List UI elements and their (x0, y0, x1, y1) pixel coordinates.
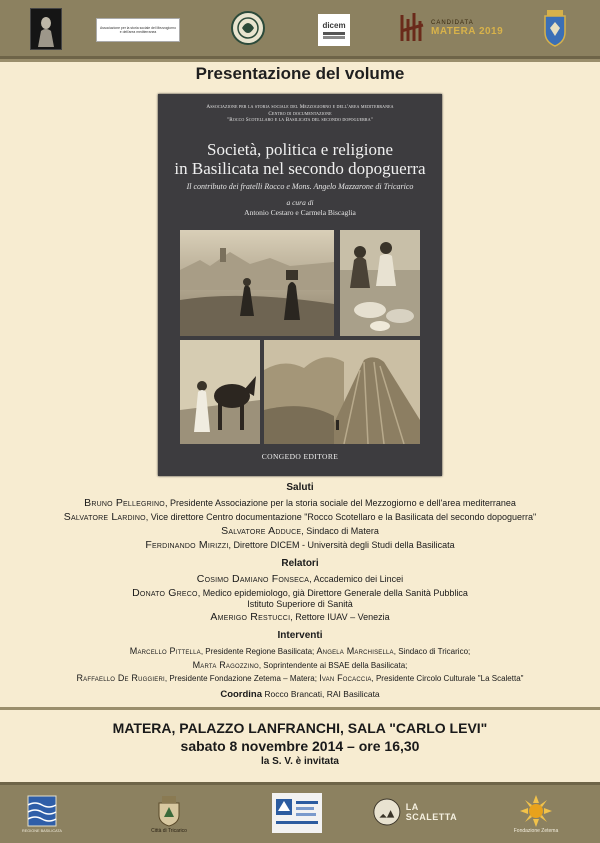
middle-divider (0, 707, 600, 710)
relatori-item: Donato Greco, Medico epidemiologo, già Direttore Generale della Sanità Pubblica (132, 587, 468, 599)
interventi-line: Marta Ragozzino, Soprintendente ai BSAE della Basilicata; (192, 660, 408, 670)
book-publisher: CONGEDO EDITORE (261, 452, 339, 461)
saluti-item: Salvatore Lardino, Vice direttore Centro documentazione "Rocco Scotellaro e la Basilicata del secondo dopoguerra" (63, 511, 537, 523)
coat-of-arms-logo (540, 8, 570, 48)
book-cover (158, 94, 442, 476)
interventi-line: Raffaello De Ruggieri, Presidente Fondazione Zetema – Matera; Ivan Focaccia, Presidente Circolo Culturale "La Scaletta" (76, 673, 524, 683)
interventi-title: Interventi (277, 630, 323, 641)
university-logo (272, 793, 322, 833)
fondazione-zetema-logo: Fondazione Zetema (508, 789, 564, 839)
dicem-logo: dicem (318, 14, 350, 46)
bottom-logo-bar (0, 782, 600, 843)
la-scaletta-logo: LA SCALETTA (372, 795, 468, 829)
top-logo-bar (0, 0, 600, 59)
relatori-item: Cosimo Damiano Fonseca, Accademico dei Lincei (196, 573, 404, 585)
saluti-item: Salvatore Adduce, Sindaco di Matera (221, 525, 379, 537)
matera-mark-icon (398, 11, 428, 45)
book-authors: Antonio Cestaro e Carmela Biscaglia (244, 208, 356, 217)
coordina-line: Coordina Rocco Brancati, RAI Basilicata (220, 689, 380, 700)
relatori-item: Istituto Superiore di Sanità (247, 599, 353, 609)
cover-photo-mule (180, 340, 260, 444)
circular-seal-logo (230, 10, 266, 46)
cover-photo-village (180, 230, 334, 336)
regione-basilicata-logo: REGIONE BASILICATA (22, 791, 62, 837)
book-curated-by: a cura di (286, 198, 314, 207)
invitation-text: la S. V. è invitata (260, 756, 339, 767)
venue: MATERA, PALAZZO LANFRANCHI, SALA "CARLO LEVI" (112, 720, 488, 736)
citta-di-tricarico-logo: Città di Tricarico (146, 791, 192, 837)
relatori-title: Relatori (281, 558, 319, 569)
cover-photo-badlands (264, 340, 420, 444)
event-date: sabato 8 novembre 2014 – ore 16,30 (180, 738, 420, 754)
cover-photo-animals (340, 230, 420, 336)
book-association: Associazione per la storia sociale del Mezzogiorno e dell'area mediterranea Centro di documentazione "Rocco Scotellaro e la Basilicata del secondo dopoguerra" (206, 104, 394, 123)
archive-photo-logo (30, 8, 62, 50)
saluti-item: Ferdinando Mirizzi, Direttore DICEM - Università degli Studi della Basilicata (145, 539, 455, 551)
top-divider (0, 59, 600, 62)
interventi-line: Marcello Pittella, Presidente Regione Basilicata; Angela Marchisella, Sindaco di Tricarico; (129, 646, 471, 656)
saluti-item: Bruno Pellegrino, Presidente Associazione per la storia sociale del Mezzogiorno e dell'area mediterranea (84, 497, 516, 509)
association-logo: Associazione per la storia sociale del Mezzogiorno e dell'area mediterranea (96, 18, 180, 42)
relatori-item: Amerigo Restucci, Rettore IUAV – Venezia (210, 611, 390, 623)
page-title: Presentazione del volume (195, 64, 405, 83)
saluti-title: Saluti (286, 482, 314, 493)
book-subtitle: Il contributo dei fratelli Rocco e Mons. Angelo Mazzarone di Tricarico (186, 182, 414, 191)
matera-2019-logo: CANDIDATA MATERA 2019 (398, 8, 510, 48)
book-title: Società, politica e religione in Basilicata nel secondo dopoguerra (174, 140, 426, 178)
